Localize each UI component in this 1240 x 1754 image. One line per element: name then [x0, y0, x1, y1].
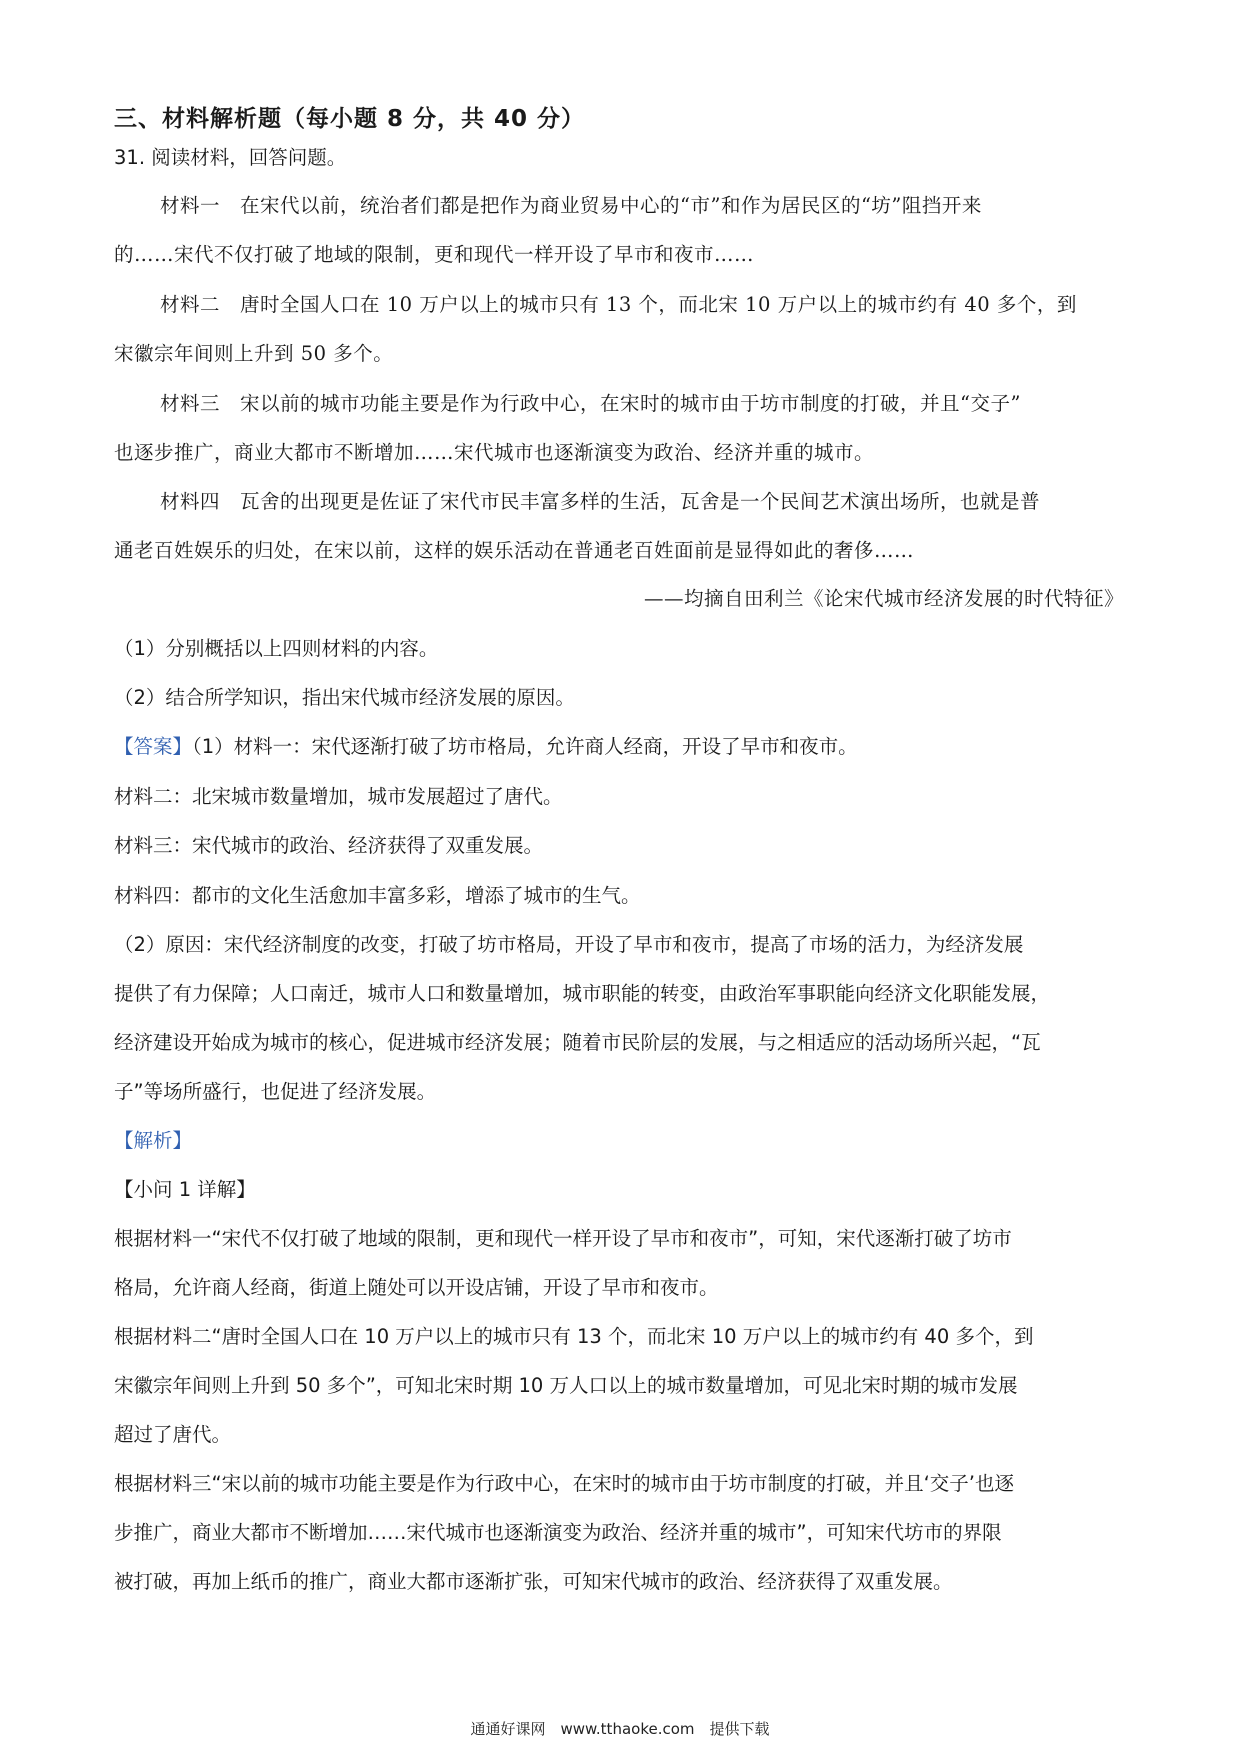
answer-line: 子”等场所盛行，也促进了经济发展。 — [114, 1080, 437, 1103]
material-source: ——均摘自田利兰《论宋代城市经济发展的时代特征》 — [643, 587, 1124, 610]
answer-line: 经济建设开始成为城市的核心，促进城市经济发展；随着市民阶层的发展，与之相适应的活动场所兴起，“瓦 — [114, 1031, 1041, 1054]
material-line: 材料二 唐时全国人口在 10 万户以上的城市只有 13 个，而北宋 10 万户以上的城市约有 40 多个，到 — [160, 293, 1077, 316]
analysis-tag: 【解析】 — [114, 1129, 193, 1152]
section-title: 三、材料解析题（每小题 8 分，共 40 分） — [114, 106, 586, 132]
answer-text: （1）材料一：宋代逐渐打破了坊市格局，允许商人经商，开设了早市和夜市。 — [192, 735, 858, 758]
question-number: 31. 阅读材料，回答问题。 — [114, 146, 347, 169]
answer-line: 材料三：宋代城市的政治、经济获得了双重发展。 — [114, 834, 544, 857]
analysis-line: 根据材料三“宋以前的城市功能主要是作为行政中心，在宋时的城市由于坊市制度的打破，并且‘交子’也逐 — [114, 1472, 1014, 1495]
answer-line: 提供了有力保障；人口南迁，城市人口和数量增加，城市职能的转变，由政治军事职能向经济文化职能发展， — [114, 982, 1051, 1005]
analysis-line: 宋徽宗年间则上升到 50 多个”，可知北宋时期 10 万人口以上的城市数量增加，可见北宋时期的城市发展 — [114, 1374, 1018, 1397]
analysis-subtitle: 【小问 1 详解】 — [114, 1178, 256, 1201]
answer-first-line — [114, 733, 858, 761]
analysis-line: 根据材料二“唐时全国人口在 10 万户以上的城市只有 13 个，而北宋 10 万户以上的城市约有 40 多个，到 — [114, 1325, 1034, 1348]
material-line: 材料一 在宋代以前，统治者们都是把作为商业贸易中心的“市”和作为居民区的“坊”阻挡开来 — [160, 194, 982, 217]
material-line: 材料三 宋以前的城市功能主要是作为行政中心，在宋时的城市由于坊市制度的打破，并且“交子” — [160, 392, 1021, 415]
analysis-line: 根据材料一“宋代不仅打破了地域的限制，更和现代一样开设了早市和夜市”，可知，宋代逐渐打破了坊市 — [114, 1227, 1012, 1250]
analysis-line: 步推广，商业大都市不断增加……宋代城市也逐渐演变为政治、经济并重的城市”，可知宋代坊市的界限 — [114, 1521, 1002, 1544]
answer-tag: 【答案】 — [114, 735, 193, 758]
sub-question-2: （2）结合所学知识，指出宋代城市经济发展的原因。 — [114, 686, 575, 709]
analysis-line: 格局，允许商人经商，街道上随处可以开设店铺，开设了早市和夜市。 — [114, 1276, 719, 1299]
material-line: 通老百姓娱乐的归处，在宋以前，这样的娱乐活动在普通老百姓面前是显得如此的奢侈…… — [114, 539, 915, 562]
page-footer: 通通好课网 www.tthaoke.com 提供下载 — [470, 1720, 770, 1738]
material-line: 宋徽宗年间则上升到 50 多个。 — [114, 342, 394, 365]
material-line: 也逐步推广，商业大都市不断增加……宋代城市也逐渐演变为政治、经济并重的城市。 — [114, 441, 875, 464]
analysis-line: 被打破，再加上纸币的推广，商业大都市逐渐扩张，可知宋代城市的政治、经济获得了双重发展。 — [114, 1570, 953, 1593]
answer-line: 材料二：北宋城市数量增加，城市发展超过了唐代。 — [114, 785, 563, 808]
sub-question-1: （1）分别概括以上四则材料的内容。 — [114, 637, 439, 660]
answer-line: （2）原因：宋代经济制度的改变，打破了坊市格局，开设了早市和夜市，提高了市场的活力，为经济发展 — [114, 933, 1024, 956]
analysis-line: 超过了唐代。 — [114, 1423, 232, 1446]
answer-line: 材料四：都市的文化生活愈加丰富多彩，增添了城市的生气。 — [114, 884, 641, 907]
material-line: 材料四 瓦舍的出现更是佐证了宋代市民丰富多样的生活，瓦舍是一个民间艺术演出场所，也就是普 — [160, 490, 1041, 513]
material-line: 的……宋代不仅打破了地域的限制，更和现代一样开设了早市和夜市…… — [114, 243, 755, 266]
